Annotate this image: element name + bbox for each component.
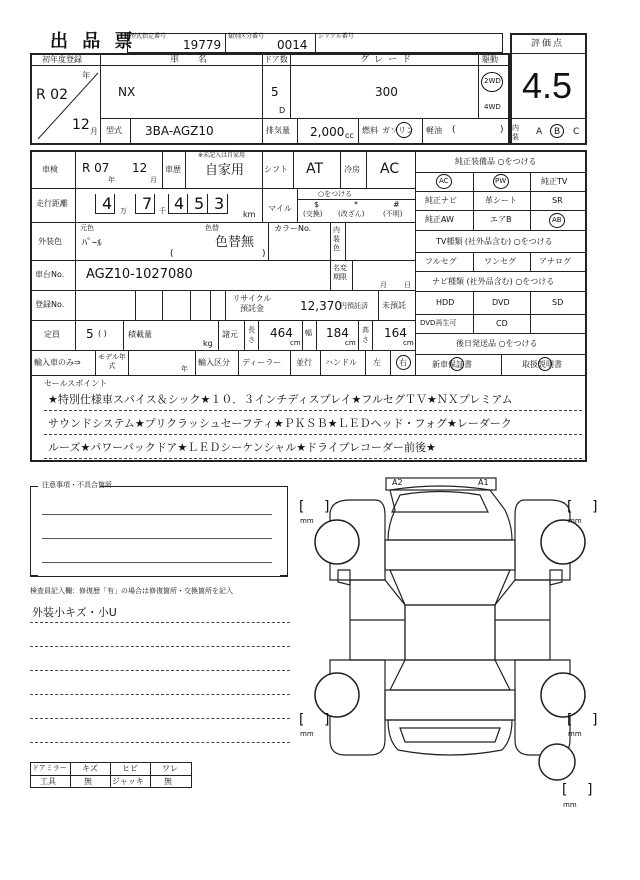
height-value: 164: [384, 326, 407, 340]
mileage-sen: 千: [159, 207, 166, 215]
equip-navi: 純正ナビ: [425, 196, 457, 205]
tv-analog: アナログ: [539, 257, 571, 266]
diagram-a1: A1: [478, 478, 489, 487]
first-reg-year: R 02: [36, 87, 68, 103]
mileage-opt1: (交換): [303, 210, 323, 218]
type-number-label: 型式指定番号: [130, 33, 167, 40]
equip-aw: 純正AW: [425, 215, 454, 224]
oil-paren-open: (: [452, 125, 456, 135]
later-title: 後日発送品 ○をつける: [456, 339, 538, 348]
navi-hdd: HDD: [436, 298, 455, 307]
capacity-value: 5: [86, 327, 94, 341]
mileage-opt3: (不明): [383, 210, 403, 218]
oil-paren-close: ): [500, 125, 504, 135]
handle-label: ハンドル: [325, 358, 357, 367]
tire-rr-mm: mm: [568, 730, 582, 738]
tire-spare-bracket-open: [: [560, 782, 569, 798]
drive-2wd: 2WD: [484, 77, 501, 85]
recycle-none: 未預託: [382, 301, 406, 310]
drive-label: 駆動: [482, 55, 498, 64]
tire-fl-bracket-close: ]: [323, 499, 332, 515]
tools-header-crack: ヒビ: [122, 764, 138, 773]
navi-sd: SD: [552, 298, 564, 307]
inspection-year-mark: 年: [108, 176, 115, 184]
now-color-label: 色替: [205, 224, 219, 232]
inspection-era: R 07: [82, 161, 110, 175]
tire-rr-bracket-open: [: [565, 712, 574, 728]
grade-column-label: グレード: [360, 55, 417, 65]
first-reg-year-mark: 年: [82, 71, 90, 80]
equip-ab: AB: [552, 216, 562, 224]
shift-value: AT: [306, 161, 324, 177]
tools-value-2: 無: [164, 777, 172, 786]
drive-4wd: 4WD: [484, 103, 501, 111]
doors-label: ドア数: [264, 55, 288, 64]
first-reg-month-mark: 月: [90, 127, 98, 136]
fuel-label: 燃料: [362, 126, 378, 135]
inspection-label: 車検: [42, 165, 58, 174]
tire-rl-mm: mm: [300, 730, 314, 738]
navi-dvd-play: DVD再生可: [420, 319, 457, 327]
sheet-title: 出 品 票: [50, 31, 137, 52]
length-unit: cm: [290, 339, 301, 347]
equip-leather: 革シート: [485, 196, 517, 205]
tire-fr-mm: mm: [568, 517, 582, 525]
name-change-month: 月: [380, 281, 387, 289]
recycle-value: 12,370: [300, 299, 342, 313]
mileage-km: km: [243, 210, 256, 219]
inspector-label: 検査員記入欄：修復歴「有」の場合は修復箇所・交換箇所を記入: [30, 587, 233, 595]
mileage-opt3-sym: #: [393, 200, 400, 209]
now-color-value: 色替無: [215, 235, 255, 250]
tools-value-1: 無: [84, 777, 92, 786]
sales-line-2: サウンドシステム★プリクラッシュセーフティ★ＰＫＳＢ★ＬＥＤヘッド・フォグ★レーダーク: [48, 417, 512, 430]
displacement-value: 2,000: [310, 125, 345, 139]
navi-title: ナビ種類 (社外品含む) ○をつける: [432, 277, 555, 286]
tv-title: TV種類 (社外品含む) ○をつける: [436, 237, 553, 246]
mileage-opt2: (改ざん): [338, 210, 365, 218]
tire-rl-bracket-close: ]: [323, 712, 332, 728]
equip-sr: SR: [552, 196, 563, 205]
mileage-label: 走行距離: [36, 199, 68, 208]
interior-grade-a: A: [536, 127, 543, 137]
fuel-value: ガソリン: [382, 126, 414, 135]
ac-label: 冷房: [344, 165, 360, 174]
recycle-label: リサイクル預託金: [232, 294, 272, 313]
history-value: 自家用: [205, 163, 245, 178]
model-label: 型式: [106, 126, 122, 135]
class-number-label: 類別区分番号: [228, 33, 265, 40]
mileage-opt2-sym: *: [354, 200, 358, 209]
chassis-value: AGZ10-1027080: [86, 267, 193, 282]
navi-cd: CD: [496, 319, 508, 328]
inspection-month: 12: [132, 161, 148, 175]
tire-rr-bracket-close: ]: [591, 712, 600, 728]
grade-value: 300: [375, 85, 398, 99]
inspector-note: 外装小キズ・小U: [32, 606, 117, 619]
car-name-value: NX: [118, 85, 136, 99]
color-paren-close: ): [262, 249, 266, 259]
first-reg-month: 12: [72, 117, 90, 133]
dims-label: 諸元: [222, 330, 238, 339]
displacement-label: 排気量: [266, 126, 290, 135]
registration-label: 登録No.: [35, 300, 65, 309]
tv-oneseg: ワンセグ: [484, 257, 516, 266]
interior-grade-c: C: [573, 127, 580, 137]
length-label: 長さ: [248, 326, 255, 344]
later-manual: 取扱説明書: [522, 360, 562, 369]
tire-rl-bracket-open: [: [297, 712, 306, 728]
later-warranty: 新車保証書: [432, 360, 472, 369]
interior-color-label: 内装色: [333, 226, 340, 252]
orig-color-label: 元色: [80, 224, 94, 232]
mile-label: マイル: [268, 204, 292, 213]
ac-value: AC: [380, 161, 400, 177]
interior-label: 内装: [512, 124, 519, 141]
fuel-circle: [396, 122, 412, 138]
class-number-value: 0014: [277, 38, 308, 52]
doors-value: 5: [271, 85, 279, 99]
width-value: 184: [326, 326, 349, 340]
first-reg-label: 初年度登録: [42, 55, 82, 64]
mileage-man: 万: [120, 207, 127, 215]
height-unit: cm: [403, 339, 414, 347]
name-change-label: 名変期限: [333, 264, 347, 281]
orig-color-value: ﾊﾟｰﾙ: [82, 238, 102, 249]
tire-fl-mm: mm: [300, 517, 314, 525]
import-dealer: ディーラー: [242, 358, 282, 367]
name-change-day: 日: [404, 281, 411, 289]
mileage-digit-3: 4: [174, 194, 185, 213]
tv-fullseg: フルセグ: [425, 257, 457, 266]
load-kg: kg: [203, 339, 213, 348]
exterior-color-label: 外装色: [38, 237, 62, 246]
mileage-digit-1: 4: [102, 194, 113, 213]
import-class-label: 輸入区分: [198, 358, 230, 367]
mileage-digit-4: 5: [194, 194, 205, 213]
width-unit: cm: [345, 339, 356, 347]
car-damage-diagram: [290, 470, 610, 830]
tools-value-tools: 工具: [40, 777, 56, 786]
tools-header-scratch: キズ: [82, 764, 98, 773]
tools-header-break: ワレ: [162, 764, 178, 773]
model-year-label: モデル年式: [98, 353, 126, 370]
evaluation-score: 4.5: [522, 65, 573, 106]
mileage-digit-2: 7: [142, 194, 153, 213]
recycle-suffix: 円預託済: [340, 302, 368, 310]
capacity-paren: ( ): [98, 329, 107, 338]
color-paren-open: (: [170, 249, 174, 259]
import-label: 輸入車のみ⇒: [34, 358, 81, 367]
equip-ac: AC: [439, 177, 449, 185]
displacement-unit: cc: [345, 131, 354, 140]
tire-spare-mm: mm: [563, 801, 577, 809]
sales-line-3: ルーズ★パワーバックドア★ＬＥＤシーケンシャル★ドライブレコーダー前後★: [48, 441, 436, 454]
mileage-opt1-sym: $: [314, 200, 320, 209]
history-note: ※未記入は自家用: [198, 152, 246, 159]
shift-label: シフト: [264, 165, 288, 174]
width-label: 幅: [305, 329, 312, 337]
navi-dvd: DVD: [492, 298, 510, 307]
mileage-circle-note: ○をつける: [318, 190, 353, 198]
capacity-label: 定員: [44, 330, 60, 339]
sales-label: セールスポイント: [44, 379, 108, 388]
model-value: 3BA-AGZ10: [145, 124, 214, 138]
model-year-mark: 年: [181, 365, 188, 373]
doors-suffix: D: [279, 106, 286, 115]
tire-fr-bracket-close: ]: [591, 499, 600, 515]
car-name-label: 車 名: [170, 55, 215, 65]
handle-right: 右: [399, 358, 407, 367]
height-label: 高さ: [362, 326, 369, 344]
mileage-digit-5: 3: [214, 194, 225, 213]
length-value: 464: [270, 326, 293, 340]
color-no-label: カラーNo.: [274, 224, 312, 233]
equip-airbag: エアB: [490, 215, 512, 224]
tools-value-jack: ジャッキ: [112, 777, 144, 786]
serial-number-label: シリアル番号: [318, 33, 354, 40]
evaluation-label: 評価点: [531, 39, 565, 49]
caution-label: 注意事項・不具合箇所: [42, 481, 112, 489]
tire-fr-bracket-open: [: [565, 499, 574, 515]
type-number-value: 19779: [183, 38, 222, 52]
oil-label: 軽油: [426, 126, 442, 135]
load-label: 積載量: [128, 330, 152, 339]
sales-line-1: ★特別仕様車スパイス＆シック★１０．３インチディスプレイ★フルセグＴＶ★ＮＸプレミアム: [48, 393, 513, 406]
tire-spare-bracket-close: ]: [586, 782, 595, 798]
inspection-month-mark: 月: [150, 176, 157, 184]
diagram-a2: A2: [392, 478, 403, 487]
tools-header-mirror: ドアミラー: [32, 764, 67, 772]
tire-fl-bracket-open: [: [297, 499, 306, 515]
history-label: 車歴: [165, 165, 181, 174]
equipment-title: 純正装備品 ○をつける: [455, 157, 537, 166]
equip-tv: 純正TV: [541, 177, 568, 186]
interior-grade-b: B: [554, 127, 561, 137]
handle-left: 左: [373, 358, 381, 367]
equip-pw: PW: [495, 177, 507, 185]
import-parallel: 並行: [296, 358, 312, 367]
chassis-label: 車台No.: [35, 270, 65, 279]
